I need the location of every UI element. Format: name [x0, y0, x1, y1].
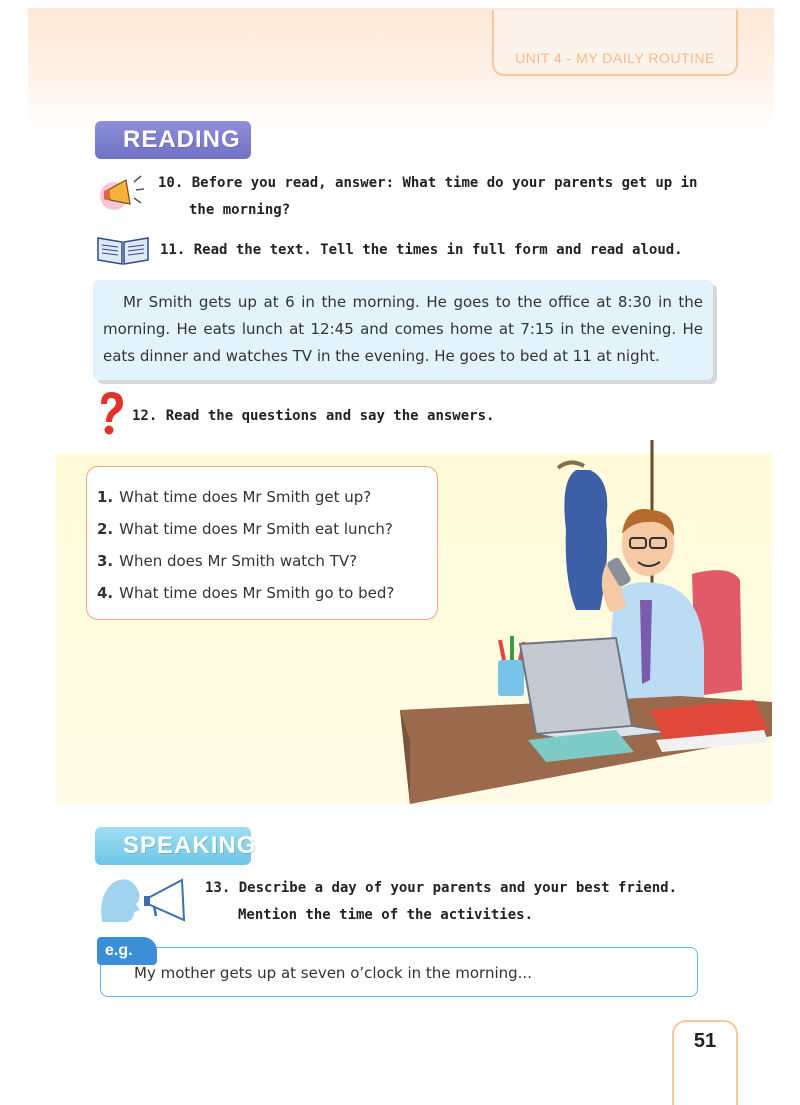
question-text: When does Mr Smith watch TV?: [119, 552, 358, 570]
question-text: What time does Mr Smith get up?: [119, 488, 372, 506]
question-text: What time does Mr Smith eat lunch?: [119, 520, 393, 538]
question-text: What time does Mr Smith go to bed?: [119, 584, 395, 602]
question-number: 2.: [97, 520, 114, 538]
question-number: 4.: [97, 584, 114, 602]
example-tag: e.g.: [97, 937, 157, 965]
megaphone-icon: [96, 168, 148, 216]
task-text: Read the questions and say the answers.: [165, 408, 495, 424]
reading-passage: Mr Smith gets up at 6 in the morning. He goes to the office at 8:30 in the morning. He eats lunch at 12:45 and comes home at 7:15 in the evening. He eats dinner and watches TV in the evening. He goes to bed at 11 at night.: [103, 293, 703, 365]
task-10-line2: the morning?: [189, 202, 291, 218]
task-text: Read the text. Tell the times in full form and read aloud.: [193, 242, 683, 258]
task-11: [160, 237, 683, 264]
unit-title: UNIT 4 - MY DAILY ROUTINE: [515, 50, 715, 66]
speaking-section-badge: SPEAKING: [95, 827, 251, 865]
task-number: 12.: [132, 408, 158, 424]
open-book-icon: [96, 234, 150, 266]
task-number: 13.: [205, 880, 231, 896]
task-number: 11.: [160, 242, 186, 258]
task-13: [205, 875, 677, 902]
task-text: Before you read, answer: What time do your parents get up in: [191, 175, 698, 191]
speaker-megaphone-icon: [96, 874, 194, 926]
page-number: 51: [693, 1030, 717, 1052]
question-mark-icon: [96, 390, 126, 438]
question-item: [97, 481, 437, 513]
question-item: [97, 545, 437, 577]
questions-box: [86, 466, 438, 620]
task-10: [158, 170, 697, 197]
task-text: Describe a day of your parents and your best friend.: [238, 880, 678, 896]
question-item: [97, 513, 437, 545]
example-text: My mother gets up at seven o’clock in the morning...: [134, 964, 532, 982]
question-number: 3.: [97, 552, 114, 570]
reading-section-badge: READING: [95, 121, 251, 159]
question-item: [97, 577, 437, 609]
task-13-line2: Mention the time of the activities.: [238, 907, 534, 923]
task-12: [132, 403, 494, 430]
questions-list: [97, 481, 437, 609]
task-number: 10.: [158, 175, 184, 191]
office-worker-illustration: [380, 440, 772, 804]
unit-tab: [492, 10, 738, 76]
question-number: 1.: [97, 488, 114, 506]
